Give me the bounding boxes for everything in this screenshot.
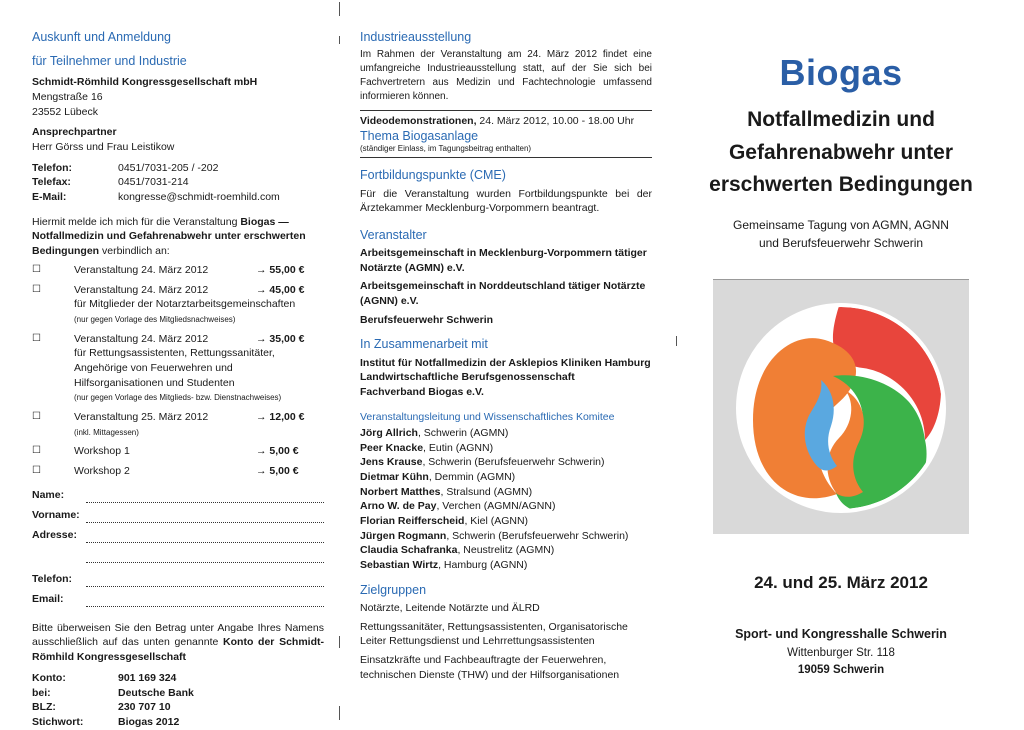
fold-mark-mid2: [676, 336, 677, 346]
fold-mark-mid: [339, 36, 340, 44]
list-item: Peer Knacke, Eutin (AGNN): [360, 441, 494, 454]
coop-2: Landwirtschaftliche Berufsgenossenschaft: [360, 371, 575, 384]
list-item: Jörg Allrich, Schwerin (AGMN): [360, 426, 509, 439]
registration-options: [32, 263, 324, 479]
divider: [360, 157, 652, 158]
host-2: Arbeitsgemeinschaft in Norddeutschland tätiger Notärzte (AGNN) e.V.: [360, 280, 646, 308]
venue-street: Wittenburger Str. 118: [787, 647, 895, 659]
video-line: Videodemonstrationen, 24. März 2012, 10.00 - 18.00 Uhr: [360, 115, 635, 128]
subtitle: Notfallmedizin und Gefahrenabwehr unter erschwerten Bedingungen: [709, 108, 973, 197]
checkbox-icon[interactable]: ☐: [32, 283, 41, 295]
contact-label: Ansprechpartner: [32, 126, 117, 139]
joint-conference: Gemeinsame Tagung von AGMN, AGNN und Berufsfeuerwehr Schwerin: [733, 218, 949, 250]
arrow-icon: →: [256, 283, 267, 296]
contact-details: [32, 161, 324, 205]
option-row-3[interactable]: ☐ Veranstaltung 24. März 2012 für Rettungsassistenten, Rettungssanitäter, Angehörige von Feuerwehren und Hilfsorganisationen und Studenten (nur gegen Vorlage des Mitglieds- bzw. Dienstnachweises) → 35,00 €: [32, 332, 305, 403]
venue-name: Sport- und Kongresshalle Schwerin: [735, 627, 947, 641]
list-item: Jürgen Rogmann, Schwerin (Berufsfeuerwehr Schwerin): [360, 529, 629, 542]
divider: [360, 110, 652, 111]
option-row-6[interactable]: ☐ Workshop 2 → 5,00 €: [32, 465, 299, 478]
phone-field[interactable]: Telefon:: [32, 563, 324, 587]
address-field[interactable]: Adresse:: [32, 523, 324, 543]
payment-details: [32, 671, 324, 730]
contact-row-phone: Telefon: 0451/7031-205 / -202: [32, 161, 219, 174]
organizer-street: Mengstraße 16: [32, 90, 103, 103]
email-field[interactable]: Email:: [32, 587, 324, 607]
contact-row-email: E-Mail: kongresse@schmidt-roemhild.com: [32, 191, 280, 204]
contact-names: Herr Görss und Frau Leistikow: [32, 141, 175, 153]
logo: [713, 279, 969, 534]
firstname-field[interactable]: Vorname:: [32, 503, 324, 523]
target-3: Einsatzkräfte und Fachbeauftragte der Feuerwehren, technischen Dienste (THW) und der Hilfsorganisationen: [360, 653, 620, 681]
page-title: Biogas: [779, 52, 903, 93]
address-field-2[interactable]: [32, 543, 324, 563]
checkbox-icon[interactable]: ☐: [32, 263, 41, 275]
coop-3: Fachverband Biogas e.V.: [360, 385, 484, 398]
option-row-2[interactable]: ☐ Veranstaltung 24. März 2012 für Mitglieder der Notarztarbeitsgemeinschaften (nur gegen Vorlage des Mitgliedsnachweises) → 45,00 €: [32, 283, 305, 324]
list-item: Sebastian Wirtz, Hamburg (AGNN): [360, 559, 528, 572]
list-item: Norbert Matthes, Stralsund (AGMN): [360, 485, 533, 498]
host-heading: Veranstalter: [360, 227, 427, 242]
coop-heading: In Zusammenarbeit mit: [360, 337, 488, 352]
option-row-1[interactable]: ☐ Veranstaltung 24. März 2012 → 55,00 €: [32, 263, 305, 276]
arrow-icon: →: [256, 263, 267, 276]
host-1: Arbeitsgemeinschaft in Mecklenburg-Vorpommern tätiger Notärzte (AGMN) e.V.: [360, 247, 647, 274]
event-dates: 24. und 25. März 2012: [754, 573, 928, 592]
program-column: [360, 0, 652, 730]
target-heading: Zielgruppen: [360, 582, 427, 597]
payment-row-keyword: Stichwort: Biogas 2012: [32, 715, 180, 728]
cme-heading: Fortbildungspunkte (CME): [360, 168, 506, 183]
arrow-icon: →: [256, 411, 267, 423]
name-field[interactable]: Name:: [32, 483, 324, 503]
organizer-name: Schmidt-Römhild Kongressgesellschaft mbH: [32, 76, 258, 89]
list-item: Dietmar Kühn, Demmin (AGMN): [360, 470, 516, 483]
contact-row-fax: Telefax: 0451/7031-214: [32, 176, 189, 189]
list-item: Jens Krause, Schwerin (Berufsfeuerwehr Schwerin): [360, 456, 605, 469]
arrow-icon: →: [256, 445, 267, 458]
option-row-4[interactable]: ☐ Veranstaltung 25. März 2012 (inkl. Mittagessen) → 12,00 €: [32, 411, 305, 437]
payment-row-bank: bei: Deutsche Bank: [32, 686, 194, 699]
registration-form: [32, 483, 324, 607]
list-item: Arno W. de Pay, Verchen (AGMN/AGNN): [360, 500, 556, 513]
info-heading: Auskunft und Anmeldung: [32, 30, 171, 44]
checkbox-icon[interactable]: ☐: [32, 445, 41, 457]
arrow-icon: →: [256, 465, 267, 478]
checkbox-icon[interactable]: ☐: [32, 465, 41, 477]
organizer-city: 23552 Lübeck: [32, 105, 98, 118]
checkbox-icon[interactable]: ☐: [32, 411, 41, 422]
payment-row-blz: BLZ: 230 707 10: [32, 701, 171, 714]
industry-heading: Industrieausstellung: [360, 30, 472, 44]
info-subheading: für Teilnehmer und Industrie: [32, 54, 187, 69]
industry-text: Im Rahmen der Veranstaltung am 24. März 2012 findet eine umfangreiche Industrieausstellung statt, auf der Sie sich bei Fachvertretern aus Medizin und Fachtechnologie umfassend informieren können.: [360, 49, 652, 103]
venue-city: 19059 Schwerin: [797, 664, 885, 676]
committee-list: [360, 426, 652, 573]
option-row-5[interactable]: ☐ Workshop 1 → 5,00 €: [32, 445, 299, 458]
cme-text: Für die Veranstaltung wurden Fortbildungspunkte bei der Ärztekammer Mecklenburg-Vorpommern beantragt.: [360, 187, 652, 215]
payment-instructions: Bitte überweisen Sie den Betrag unter Angabe Ihres Namens ausschließlich auf das unten genannte Konto der Schmidt-Römhild Kongressgesellschaft: [32, 621, 325, 664]
list-item: Florian Reifferscheid, Kiel (AGNN): [360, 515, 529, 527]
arrow-icon: →: [256, 332, 267, 345]
fold-mark-lower: [339, 636, 340, 648]
thema-heading: Thema Biogasanlage: [360, 128, 479, 143]
host-3: Berufsfeuerwehr Schwerin: [360, 313, 494, 326]
fold-mark-top: [339, 2, 340, 16]
fold-mark-bottom: [339, 706, 340, 720]
target-1: Notärzte, Leitende Notärzte und ÄLRD: [360, 601, 540, 614]
registration-column: [32, 0, 324, 730]
list-item: Claudia Schafranka, Neustrelitz (AGMN): [360, 544, 555, 557]
thema-note: (ständiger Einlass, im Tagungsbeitrag enthalten): [360, 143, 532, 153]
flame-logo-icon: [713, 280, 969, 534]
coop-1: Institut für Notfallmedizin der Asklepios Kliniken Hamburg: [360, 356, 651, 369]
cover-column: [690, 0, 992, 730]
committee-heading: Veranstaltungsleitung und Wissenschaftliches Komitee: [360, 410, 615, 423]
payment-row-account: Konto: 901 169 324: [32, 671, 177, 684]
checkbox-icon[interactable]: ☐: [32, 332, 41, 344]
registration-intro: Hiermit melde ich mich für die Veranstaltung Biogas — Notfallmedizin und Gefahrenabwehr unter erschwerten Bedingungen verbindlich an:: [32, 215, 306, 258]
target-2: Rettungssanitäter, Rettungsassistenten, Organisatorische Leiter Rettungsdienst und Lehrrettungsassistenten: [360, 620, 628, 648]
